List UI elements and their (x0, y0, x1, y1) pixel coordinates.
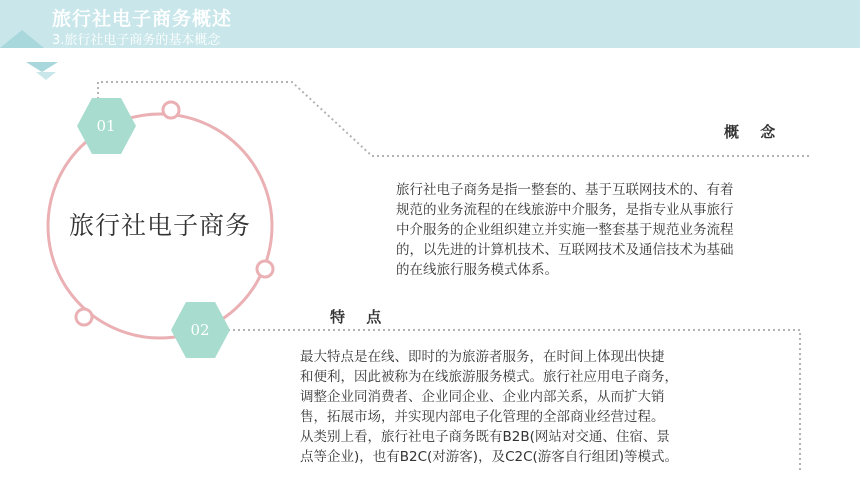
ring-dot-right (257, 261, 273, 277)
page-subtitle: 3.旅行社电子商务的基本概念 (52, 33, 221, 48)
features-heading: 特 点 (330, 308, 390, 326)
ring-dot-bottom-left (76, 309, 92, 325)
concept-line: 规范的业务流程的在线旅游中介服务，是指专业从事旅行 (396, 202, 734, 218)
features-line: 最大特点是在线、即时的为旅游者服务，在时间上体现出快捷 (300, 349, 665, 365)
badge-01-label: 01 (96, 117, 116, 135)
topic-title: 旅行社电子商务 (68, 211, 251, 240)
header-triangle-left (0, 30, 44, 48)
concept-line: 的，以先进的计算机技术、互联网技术及通信技术为基础 (396, 242, 734, 258)
badge-02-label: 02 (190, 321, 210, 339)
features-line: 售，拓展市场，并实现内部电子化管理的全部商业经营过程。 (300, 409, 665, 425)
header-triangle-small (36, 72, 56, 80)
page-title: 旅行社电子商务概述 (52, 8, 233, 30)
features-paragraph (300, 347, 678, 467)
concept-heading: 概 念 (724, 123, 784, 141)
features-line: 点等企业)，也有B2C(对游客)，及C2C(游客自行组团)等模式。 (300, 449, 679, 465)
concept-paragraph (396, 180, 734, 280)
concept-line: 中介服务的企业组织建立并实施一整套基于规范业务流程 (396, 222, 734, 238)
concept-line: 旅行社电子商务是指一整套的、基于互联网技术的、有着 (396, 182, 734, 198)
features-line: 和便利，因此被称为在线旅游服务模式。旅行社应用电子商务， (300, 369, 678, 385)
features-line: 从类别上看，旅行社电子商务既有B2B(网站对交通、住宿、景 (300, 429, 670, 445)
header-triangle-down (26, 62, 58, 72)
concept-connector-line (98, 82, 812, 156)
features-line: 调整企业同消费者、企业同企业、企业内部关系，从而扩大销 (300, 389, 665, 405)
ring-dot-top (163, 102, 179, 118)
concept-line: 的在线旅行服务模式体系。 (396, 262, 558, 278)
